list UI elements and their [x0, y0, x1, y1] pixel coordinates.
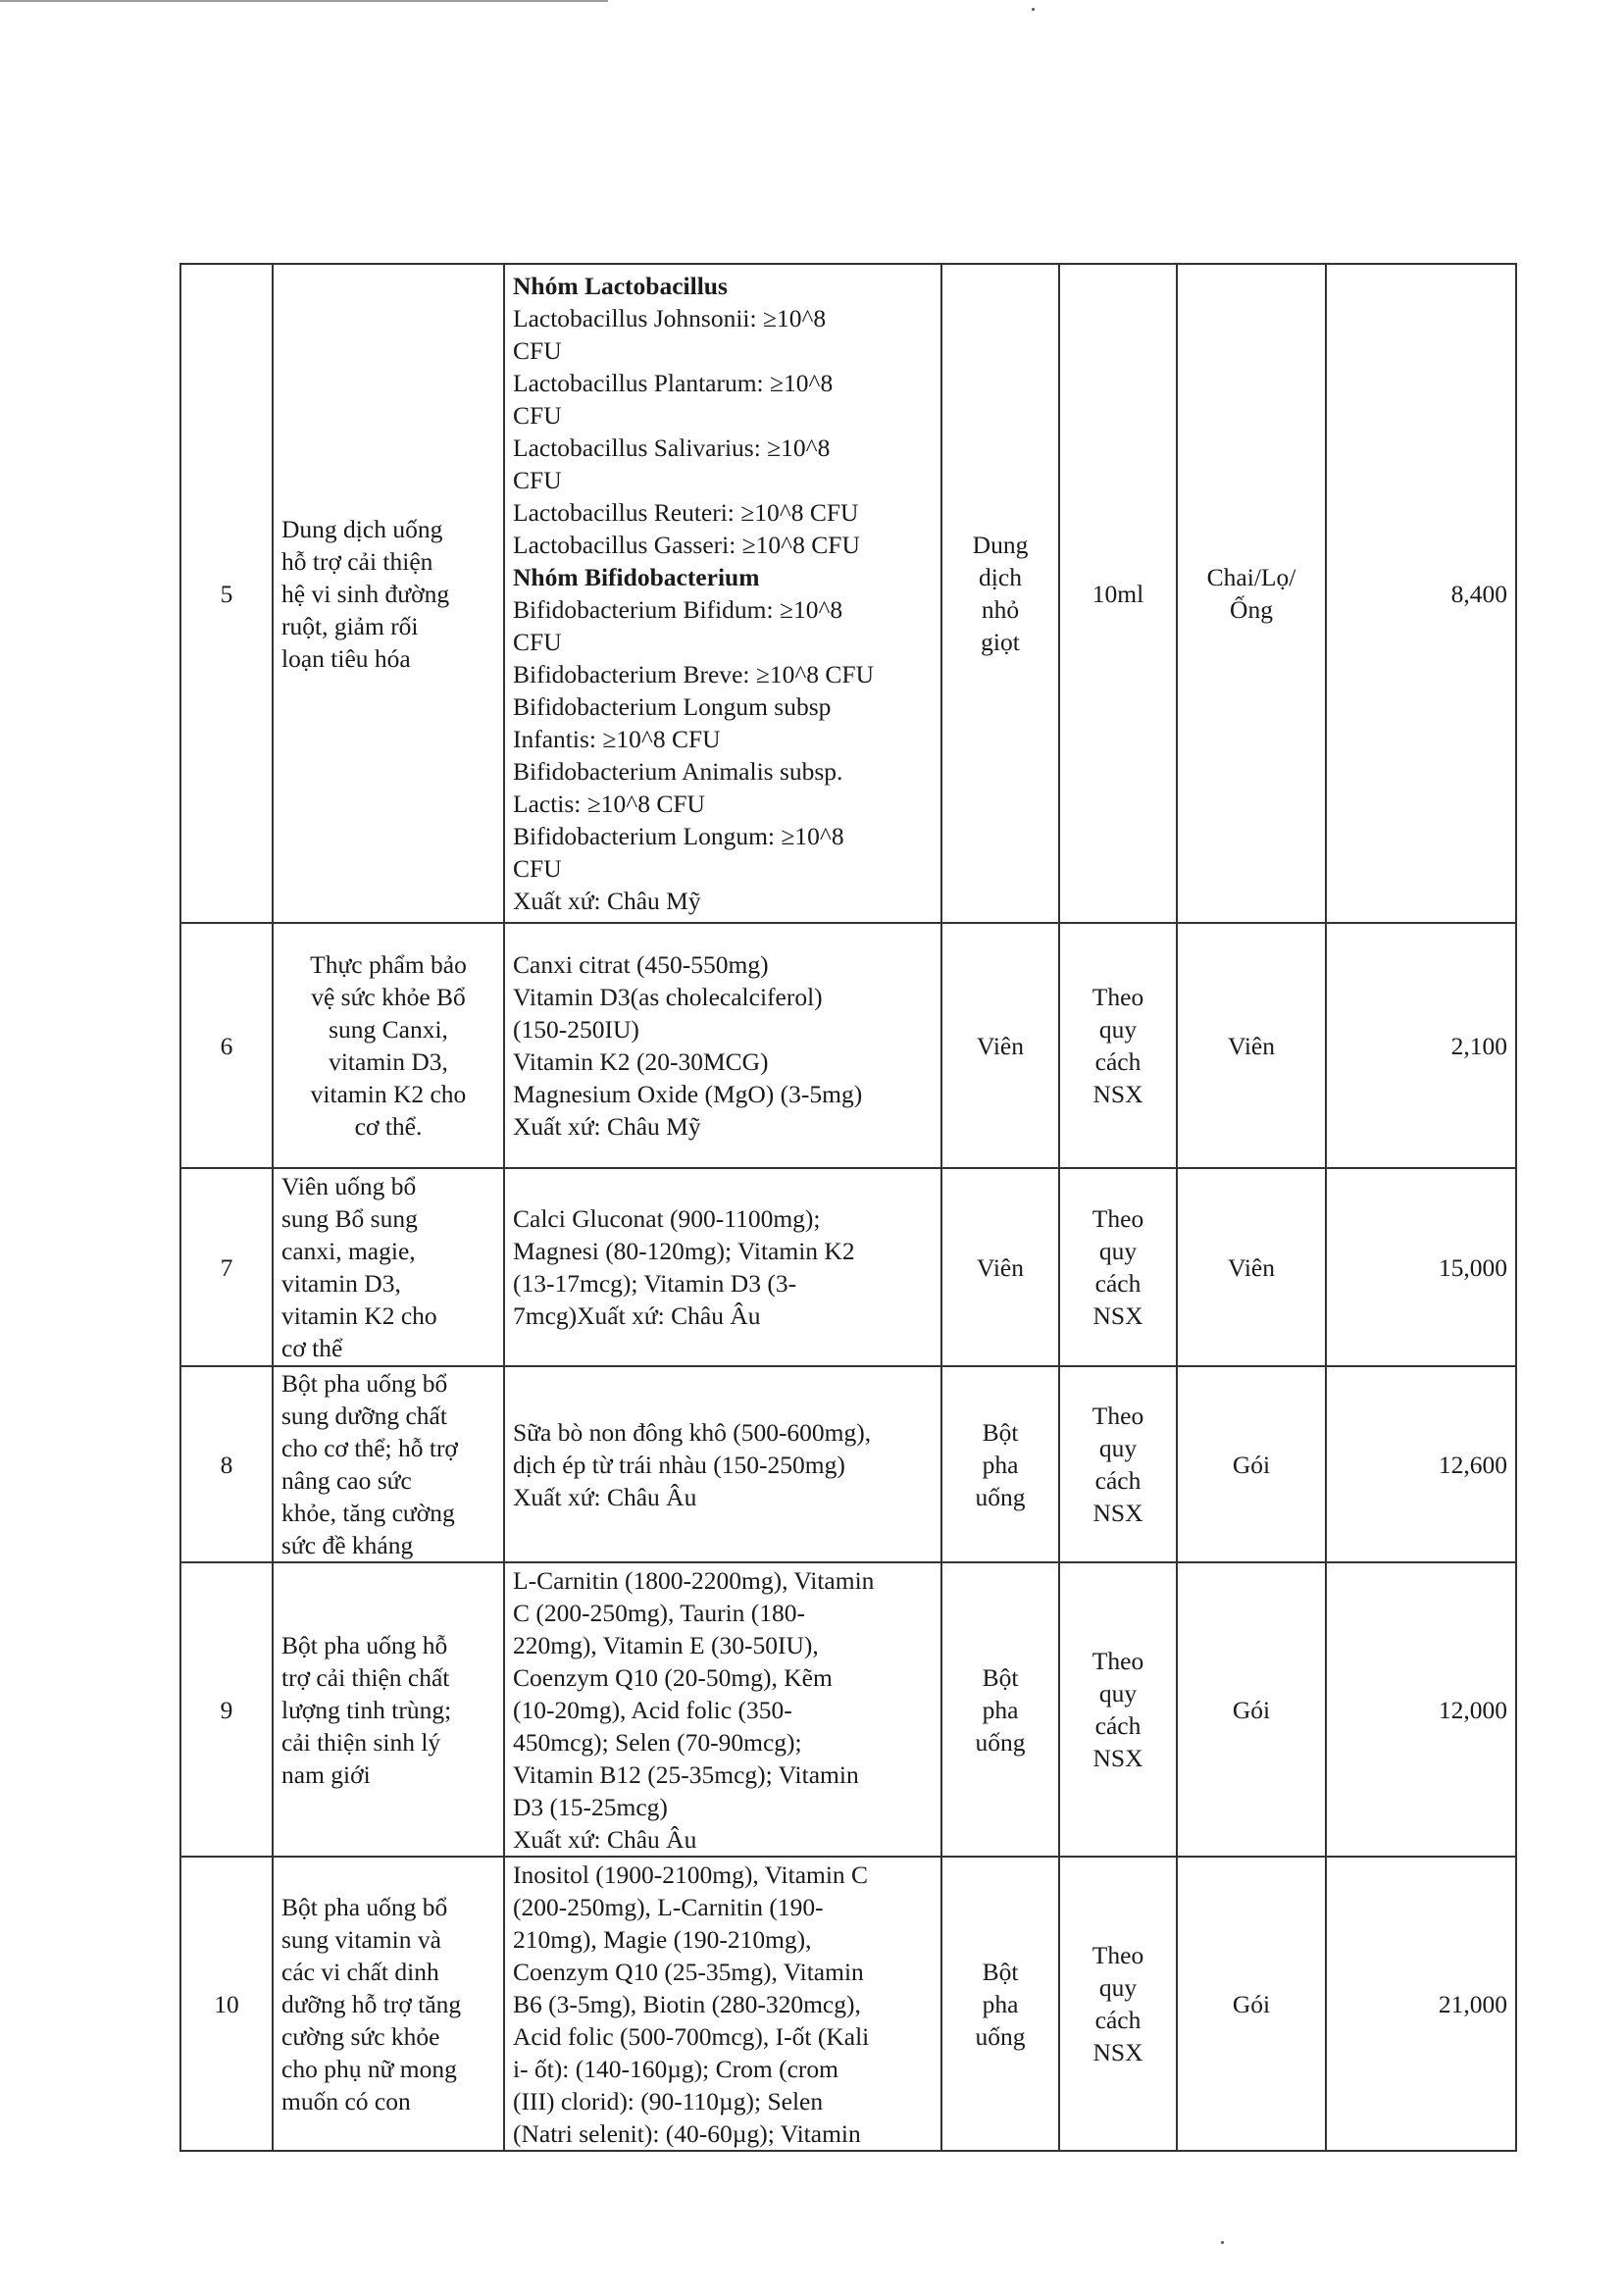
unit-line: Gói	[1232, 1450, 1271, 1479]
spec-line: Lactobacillus Reuteri: ≥10^8 CFU	[513, 498, 859, 527]
spec-line: Vitamin K2 (20-30MCG)	[513, 1047, 769, 1076]
spec-line: Sữa bò non đông khô (500-600mg),	[513, 1417, 872, 1447]
packing-line: 10ml	[1091, 579, 1144, 608]
product-name	[273, 1366, 504, 1562]
packing-line: quy	[1098, 1973, 1138, 2002]
name-line: khỏe, tăng cường	[281, 1499, 455, 1527]
form-line: Bột	[982, 1417, 1019, 1447]
spec-line: Vitamin B12 (25-35mcg); Vitamin	[513, 1759, 859, 1789]
table-row	[180, 1168, 1516, 1366]
packing-spec	[1059, 1562, 1177, 1857]
spec-line: L-Carnitin (1800-2200mg), Vitamin	[513, 1565, 875, 1595]
name-line: lượng tinh trùng;	[281, 1695, 452, 1724]
dosage-form	[941, 1168, 1059, 1366]
packing-line: quy	[1098, 1679, 1138, 1708]
unit	[1177, 1168, 1326, 1366]
composition	[504, 264, 941, 923]
spec-line: Inositol (1900-2100mg), Vitamin C	[513, 1860, 869, 1889]
spec-line: (III) clorid): (90-110µg); Selen	[513, 2086, 824, 2116]
name-line: vệ sức khỏe Bổ	[311, 983, 466, 1011]
spec-line: (13-17mcg); Vitamin D3 (3-	[513, 1269, 797, 1298]
spec-line: CFU	[513, 336, 562, 365]
spec-line: Calci Gluconat (900-1100mg);	[513, 1204, 821, 1233]
row-number: 9	[180, 1562, 273, 1857]
unit-price: 15,000	[1326, 1168, 1516, 1366]
name-line: sung Bổ sung	[281, 1204, 418, 1233]
spec-line: (200-250mg), L-Carnitin (190-	[513, 1892, 824, 1921]
spec-line: i- ốt): (140-160µg); Crom (crom	[513, 2054, 838, 2083]
form-line: pha	[982, 1695, 1019, 1724]
name-line: sung Canxi,	[329, 1015, 448, 1044]
packing-spec	[1059, 923, 1177, 1168]
spec-line: Bifidobacterium Bifidum: ≥10^8	[513, 595, 843, 624]
spec-line: Lactobacillus Gasseri: ≥10^8 CFU	[513, 531, 860, 559]
packing-line: cách	[1094, 2006, 1142, 2034]
product-name	[273, 1562, 504, 1857]
dosage-form	[941, 264, 1059, 923]
composition	[504, 1857, 941, 2151]
name-line: Dung dịch uống	[281, 514, 443, 543]
name-line: canxi, magie,	[281, 1237, 416, 1265]
packing-spec	[1059, 1857, 1177, 2151]
spec-line: Magnesium Oxide (MgO) (3-5mg)	[513, 1080, 863, 1108]
composition	[504, 1562, 941, 1857]
spec-line: 7mcg)Xuất xứ: Châu Âu	[513, 1301, 761, 1330]
spec-line: 450mcg); Selen (70-90mcg);	[513, 1727, 802, 1757]
name-line: hệ vi sinh đường	[281, 579, 450, 608]
packing-line: NSX	[1092, 1744, 1143, 1772]
spec-line: CFU	[513, 854, 562, 883]
product-name	[273, 264, 504, 923]
packing-line: NSX	[1092, 2038, 1143, 2066]
packing-spec	[1059, 264, 1177, 923]
unit	[1177, 1562, 1326, 1857]
composition	[504, 923, 941, 1168]
packing-line: quy	[1098, 1237, 1138, 1265]
packing-line: cách	[1094, 1466, 1142, 1495]
form-line: dịch	[979, 563, 1022, 591]
spec-line: C (200-250mg), Taurin (180-	[513, 1598, 806, 1627]
table-row	[180, 923, 1516, 1168]
name-line: sức đề kháng	[281, 1531, 414, 1559]
form-line: giọt	[981, 628, 1020, 656]
unit-price: 12,600	[1326, 1366, 1516, 1562]
table-row	[180, 264, 1516, 923]
spec-line: CFU	[513, 628, 562, 656]
unit-line: Gói	[1232, 1989, 1271, 2018]
name-line: vitamin K2 cho	[281, 1301, 437, 1330]
spec-line: D3 (15-25mcg)	[513, 1792, 668, 1821]
form-line: uống	[975, 2021, 1026, 2051]
unit-line: Ống	[1230, 595, 1273, 624]
packing-line: cách	[1094, 1047, 1142, 1076]
name-line: dưỡng hỗ trợ tăng	[281, 1989, 462, 2018]
name-line: nam giới	[281, 1759, 371, 1789]
unit-price: 8,400	[1326, 264, 1516, 923]
name-line: muốn có con	[281, 2086, 411, 2116]
packing-line: Theo	[1091, 983, 1144, 1011]
name-line: cải thiện sinh lý	[281, 1727, 441, 1757]
packing-spec	[1059, 1168, 1177, 1366]
spec-line: Acid folic (500-700mcg), I-ốt (Kali	[513, 2021, 870, 2051]
packing-line: Theo	[1091, 1647, 1144, 1675]
table-row	[180, 1366, 1516, 1562]
spec-line: CFU	[513, 401, 562, 430]
name-line: nâng cao sức	[281, 1466, 412, 1495]
form-line: Viên	[976, 1252, 1025, 1282]
dosage-form	[941, 923, 1059, 1168]
name-line: loạn tiêu hóa	[281, 643, 411, 673]
spec-line: (150-250IU)	[513, 1015, 639, 1044]
spec-line: CFU	[513, 466, 562, 494]
unit	[1177, 1366, 1326, 1562]
packing-line: cách	[1094, 1711, 1142, 1740]
name-line: Bột pha uống bổ	[281, 1369, 448, 1398]
unit-line: Viên	[1227, 1031, 1276, 1060]
composition	[504, 1168, 941, 1366]
name-line: Viên uống bổ	[281, 1172, 417, 1200]
name-line: hỗ trợ cải thiện	[281, 546, 433, 576]
unit-price: 12,000	[1326, 1562, 1516, 1857]
name-line: Thực phẩm bảo	[310, 950, 467, 979]
name-line: cơ thể.	[354, 1112, 423, 1141]
unit-price: 2,100	[1326, 923, 1516, 1168]
origin-line: Xuất xứ: Châu Mỹ	[513, 1112, 701, 1141]
form-line: nhỏ	[981, 595, 1020, 624]
spec-line: Bifidobacterium Breve: ≥10^8 CFU	[513, 660, 875, 688]
spec-line: Lactobacillus Salivarius: ≥10^8	[513, 433, 831, 462]
name-line: Bột pha uống hỗ	[281, 1630, 448, 1659]
form-line: uống	[975, 1727, 1026, 1757]
name-line: cho phụ nữ mong	[281, 2054, 457, 2083]
product-name	[273, 923, 504, 1168]
form-line: Bột	[982, 1957, 1019, 1986]
spec-line: Bifidobacterium Longum subsp	[513, 692, 832, 721]
packing-line: NSX	[1092, 1301, 1143, 1330]
spec-line: Bifidobacterium Animalis subsp.	[513, 757, 843, 786]
unit	[1177, 1857, 1326, 2151]
form-line: Bột	[982, 1662, 1019, 1692]
row-number: 7	[180, 1168, 273, 1366]
spec-line: Coenzym Q10 (25-35mg), Vitamin	[513, 1957, 864, 1986]
spec-line: Lactobacillus Plantarum: ≥10^8	[513, 369, 834, 397]
spec-line: 220mg), Vitamin E (30-50IU),	[513, 1630, 819, 1659]
name-line: cơ thể	[281, 1334, 343, 1362]
packing-line: quy	[1098, 1015, 1138, 1044]
product-name	[273, 1168, 504, 1366]
name-line: các vi chất dinh	[281, 1957, 439, 1986]
name-line: ruột, giảm rối	[281, 611, 419, 640]
scan-speck	[1221, 2241, 1224, 2244]
name-line: cường sức khỏe	[281, 2021, 440, 2051]
row-number: 5	[180, 264, 273, 923]
spec-line: B6 (3-5mg), Biotin (280-320mcg),	[513, 1989, 861, 2018]
dosage-form	[941, 1366, 1059, 1562]
product-table	[179, 263, 1517, 2152]
packing-line: Theo	[1091, 1204, 1144, 1233]
unit-price: 21,000	[1326, 1857, 1516, 2151]
origin-line: Xuất xứ: Châu Âu	[513, 1824, 697, 1854]
unit	[1177, 264, 1326, 923]
dosage-form	[941, 1857, 1059, 2151]
form-line: pha	[982, 1450, 1019, 1479]
spec-line: Coenzym Q10 (20-50mg), Kẽm	[513, 1662, 833, 1692]
scan-speck	[1032, 8, 1035, 11]
spec-line: Infantis: ≥10^8 CFU	[513, 725, 721, 753]
spec-line: dịch ép từ trái nhàu (150-250mg)	[513, 1450, 845, 1479]
spec-line: Lactis: ≥10^8 CFU	[513, 790, 705, 818]
spec-line: (10-20mg), Acid folic (350-	[513, 1695, 792, 1724]
spec-line: (Natri selenit): (40-60µg); Vitamin	[513, 2118, 861, 2148]
row-number: 6	[180, 923, 273, 1168]
form-line: uống	[975, 1482, 1026, 1511]
row-number: 8	[180, 1366, 273, 1562]
group-heading: Nhóm Bifidobacterium	[513, 563, 760, 591]
row-number: 10	[180, 1857, 273, 2151]
name-line: Bột pha uống bổ	[281, 1892, 448, 1921]
packing-line: NSX	[1092, 1499, 1143, 1527]
spec-line: Lactobacillus Johnsonii: ≥10^8	[513, 304, 827, 332]
packing-line: cách	[1094, 1269, 1142, 1298]
unit-line: Chai/Lọ/	[1206, 563, 1296, 591]
name-line: trợ cải thiện chất	[281, 1662, 450, 1692]
unit	[1177, 923, 1326, 1168]
name-line: sung vitamin và	[281, 1924, 441, 1954]
packing-line: NSX	[1092, 1080, 1143, 1108]
unit-line: Gói	[1232, 1695, 1271, 1724]
spec-line: Canxi citrat (450-550mg)	[513, 950, 769, 979]
name-line: vitamin K2 cho	[310, 1080, 467, 1108]
group-heading: Nhóm Lactobacillus	[513, 272, 728, 300]
name-line: cho cơ thể; hỗ trợ	[281, 1434, 458, 1462]
dosage-form	[941, 1562, 1059, 1857]
name-line: vitamin D3,	[329, 1047, 448, 1076]
form-line: Viên	[976, 1031, 1025, 1060]
packing-spec	[1059, 1366, 1177, 1562]
composition	[504, 1366, 941, 1562]
spec-line: Magnesi (80-120mg); Vitamin K2	[513, 1237, 855, 1265]
table-row	[180, 1562, 1516, 1857]
origin-line: Xuất xứ: Châu Mỹ	[513, 887, 701, 915]
form-line: pha	[982, 1989, 1019, 2018]
name-line: vitamin D3,	[281, 1269, 401, 1298]
packing-line: Theo	[1091, 1402, 1144, 1430]
packing-line: quy	[1098, 1434, 1138, 1462]
unit-line: Viên	[1227, 1252, 1276, 1282]
name-line: sung dưỡng chất	[281, 1402, 447, 1430]
top-rule	[0, 0, 608, 2]
product-name	[273, 1857, 504, 2151]
form-line: Dung	[972, 531, 1029, 559]
origin-line: Xuất xứ: Châu Âu	[513, 1482, 697, 1511]
spec-line: Bifidobacterium Longum: ≥10^8	[513, 822, 844, 850]
spec-line: Vitamin D3(as cholecalciferol)	[513, 983, 823, 1011]
packing-line: Theo	[1091, 1941, 1144, 1969]
table-row	[180, 1857, 1516, 2151]
spec-line: 210mg), Magie (190-210mg),	[513, 1924, 812, 1954]
